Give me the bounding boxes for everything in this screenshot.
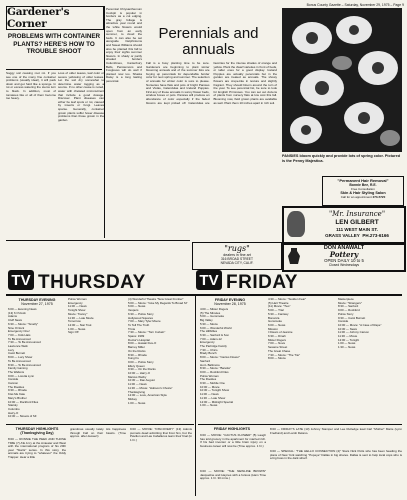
ad-phone: 273-5720 — [372, 195, 386, 199]
listing-line: 8:00 — Movie — [268, 357, 286, 361]
listing-line: I Dream of Jeannie — [268, 331, 293, 335]
listing-line: 6:00 — Wonderful World — [200, 326, 232, 330]
listing-line: Police Story — [338, 312, 354, 316]
listing-line: 6:00 — News — [128, 305, 146, 309]
thursday-listings — [8, 308, 66, 422]
listing-line: Sesame Street — [268, 346, 288, 350]
friday-date: November 28, 1975 — [214, 302, 246, 306]
listing-line: Brady Bunch — [200, 352, 217, 356]
listing-line: 7:00 — Adam-12 — [200, 337, 222, 341]
vase-icon — [287, 247, 301, 265]
listing-line: Thanksgiving — [128, 390, 146, 394]
thursday-evening-header: THURSDAY EVENING — [18, 298, 56, 302]
listing-line: 6:00 — Evening News — [8, 308, 37, 311]
listing-line: The Great Chase — [268, 349, 291, 353]
listing-line: 11:00 — News — [200, 393, 219, 397]
rugs-title: "rugs" — [224, 244, 250, 253]
friday-evening-header: FRIDAY EVENING — [214, 298, 246, 302]
listing-line: 4:30 — Movie: "Sudden Fear" — [268, 298, 307, 301]
listing-line: Mission — [268, 327, 278, 331]
listing-line: 7:30 — Movie: "The Trio" — [268, 353, 301, 357]
listing-line: 5:00 — Trial — [268, 309, 284, 313]
listing-line: 9:00 — Police Story — [128, 360, 154, 364]
listing-line: 6:30 — Dinah — [268, 335, 286, 339]
listing-line: Carol Burnett — [8, 352, 26, 356]
listing-line: Masterpiece — [338, 298, 354, 301]
listing-line: Police Woman — [68, 298, 87, 301]
listing-line: The Rookies — [200, 378, 217, 382]
listing-line: Hot L Baltimore — [200, 363, 220, 367]
rugs-line2: 316 BROAD STREET — [220, 257, 254, 261]
listing-line: 9:30 — Rhoda — [8, 389, 27, 393]
thursday-date: November 27, 1975 — [21, 302, 53, 306]
listing-line: 6:00 — News — [268, 323, 286, 327]
listing-line: 7:00 — Mary Tyler Moore — [128, 320, 161, 324]
listing-line: Bonanza — [268, 316, 280, 320]
tv-logo-left: TV — [8, 270, 34, 290]
listing-line: (13) 6 O'clock — [8, 311, 26, 315]
listing-line: Cannon — [8, 382, 19, 386]
listing-line: 11:30 — Late Movie — [68, 316, 94, 320]
listing-line: Emergency — [200, 341, 215, 345]
listing-line: 9:30 — Mobile One — [200, 382, 225, 386]
listing-line: Emergency One! — [8, 330, 30, 334]
listing-line: 7:00 — Nova — [268, 342, 285, 346]
listing-line: 12:00 — Midnight Special — [200, 400, 233, 404]
listing-line: 4:00 — Mister Rogers — [200, 308, 229, 311]
rugs-ad — [192, 242, 282, 270]
thursday-mid-listings — [128, 298, 192, 422]
insurance-address: 111 WEST MAIN ST. — [336, 227, 378, 232]
listing-line: 11:30 — Late Show — [200, 396, 226, 400]
listing-line: 10:00 — Movie: "A Case of Rape" — [338, 323, 382, 327]
listing-line: Nine O'clock — [8, 326, 25, 330]
listing-line: 8:30 — Movie: "Baretta" — [200, 367, 231, 371]
divider — [6, 69, 102, 70]
listing-line: Big Valley — [200, 319, 213, 323]
listing-line: 1:30 — News — [338, 346, 356, 350]
listing-line: Space: 1999 — [128, 335, 145, 339]
divider — [6, 240, 190, 241]
friday-highlight-text: 9:00 — MOVIE: "CACTUS FLOWER" (5) Laugh has told grocery in the apartment for married rich. If his bad inventor or a little brain injury on a business career will now be (Time approx. 1 hr.) — [200, 434, 266, 448]
listing-line: 6:30 — Movie: "Smelly" — [8, 322, 39, 326]
friday-highlight-text-3: 8:00 — FRIDAY'S LATE (13) Johnny Stamper and Lee Rutledge lead Carl "Mother" Marie (Lynn Fredlund) and Lamb Delano. — [270, 428, 402, 435]
ad-line4: Skin & Hair Styling Salon — [340, 191, 386, 195]
listing-line: Mary's Brother — [8, 396, 27, 400]
listing-line: 6:30 — Police Story — [128, 312, 154, 316]
listing-line: Doctor's Hospital — [128, 338, 150, 342]
listing-line: 11:00 — News — [68, 305, 87, 309]
listing-line: 10:30 — News — [338, 327, 357, 331]
friday-highlight-text-2: 9:00 — MOVIE: "THE NEWLINE BROWN" Jacqueline and Haynes with a furious (Ham Time approx. 1 hr. 30 mins.) — [200, 470, 266, 481]
column-rule — [104, 6, 105, 238]
listing-line: 8:30 — To Be Announced — [8, 363, 41, 367]
listing-line: The Waltons — [8, 370, 25, 374]
gardeners-corner-subhead: PROBLEMS WITH CONTAINER PLANTS? HERE'S HOW TO TROUBLE SHOOT — [7, 33, 101, 56]
listing-line: Ironside — [338, 320, 349, 324]
listing-line: 9:00 — Loretta Lynn — [8, 374, 35, 378]
pottery-closed: Closed Wednesdays — [328, 263, 360, 267]
listing-line: 1:00 — News — [338, 342, 356, 346]
listing-line: To Tell The Truth — [128, 323, 150, 327]
listing-line: Gunsmoke — [268, 320, 282, 324]
insurance-ad — [282, 206, 406, 245]
listing-line: Columbo — [8, 407, 20, 411]
thursday-highlight-text-2: grandmas usually lately. His happiness through Fall on their basics. (Time approx. after dessert) — [70, 428, 126, 439]
pansies-photo — [282, 8, 402, 152]
listing-line: Hollywood Squares — [128, 316, 153, 320]
listing-line: 11:00 — Johnny Carson — [338, 331, 369, 335]
listing-line: 6:30 — Sanford & Son — [200, 333, 229, 337]
listing-line: 1:00 — News — [128, 401, 146, 405]
listing-line: 8:30 — Rhoda — [128, 353, 147, 357]
gardeners-corner-body-left: Soggy soil causing root rot. If you see one of the many fine container problems (usually ideal), it will pack down and get hard like a sponge. In rot or excess watering the stems turn to black. In addition, most of tomatoes like or all of them become too heavy. — [6, 72, 56, 101]
photo-caption: PANSIES bloom quickly and provide lots of spring color. Pictured is the Penny Majestica. — [282, 154, 401, 163]
listing-line: Ellery Queen — [128, 364, 145, 368]
listing-line: 1:00 — News — [68, 327, 86, 331]
pottery-sub: Pottery — [329, 250, 359, 259]
listing-line: Lawrence Welk — [8, 345, 28, 349]
listing-line: The Partridge Family — [200, 345, 227, 349]
listing-line: Sign Off — [68, 331, 79, 335]
pottery-ad — [282, 242, 406, 272]
listing-line: Barney Miller — [128, 346, 145, 350]
listing-line: (5) Hart Theatre — [268, 301, 289, 305]
listing-line: 10:30 — Streets of SF — [8, 415, 37, 419]
listing-line: Mickey — [128, 397, 137, 401]
thursday-highlight-text-3: 9:00 — MOVIE: "DISCOVERY" (13) Adonis punnels dead admitting that frost him, but the Pavilion and Las Caballeros learn their final (in 1 hr.) — [130, 428, 192, 442]
listing-line: Kung Fu — [128, 357, 139, 361]
listing-line: Movie: "Strangers" — [338, 301, 362, 305]
listing-line: Trivia — [128, 327, 135, 331]
insurance-title: "Mr. Insurance" — [328, 210, 386, 218]
listing-line: 7:00 — Kids Hats — [8, 333, 31, 337]
listing-line: On the Rocks — [128, 349, 146, 353]
listing-line: 8:00 — Movie: "Cactus Flower" — [200, 356, 240, 360]
thursday-heading: THURSDAY — [38, 272, 146, 293]
gardeners-corner-title: Gardener's Corner — [6, 6, 104, 30]
listing-line: Vespers — [128, 309, 139, 313]
listing-line: 5:00 — Gunsmoke — [200, 315, 225, 319]
listing-line: Cluff News — [8, 319, 22, 323]
hair-removal-ad — [322, 176, 404, 206]
listing-line: To Be Announced — [8, 337, 31, 341]
listing-line: 8:30 — Sanford — [338, 305, 359, 309]
listing-line: (11) Movie: "Two" — [268, 305, 291, 309]
ad-line3: Free Consultation — [351, 187, 375, 191]
insurance-city: GRASS VALLEY — [325, 233, 360, 238]
listing-line: 7:30 — Movie: "Torn Curtain" — [128, 331, 166, 335]
rugs-line3: NEVADA CITY, CALIF. — [220, 261, 254, 265]
masthead: Bonus County Gazette – Saturday, November 29, 1975 – Page 9 — [306, 3, 404, 7]
listing-line: (5) The Minutes — [200, 311, 221, 315]
friday-far-right-listings — [338, 298, 402, 422]
perennials-body: Fall is a busy planting time to be sure. Gardeners are beginning to plant winter blooming annuals and of the summer lists are buying up perennials for dependable border color for next spring and summer. The selection of annuals for winter color is sure to please. Nurseries have flats and pots of bright Pansies and Violas, Calendulas and Iceland Poppies. First any of these annuals in sunny flower beds, window boxes or pots. Pansies will produce an abundance of color especially if the faded blooms are kept picked off. Calendulas are favorites for the intense shades of orange and yellow. Plant the dwarf varieties in front of beds, or taller ones for a good display. Iceland Poppies are actually perennials but in the garden are treated as annuals. The showy flowers are crepe-like in texture and slightly fragrant. They should bloom around the turn of the year. To see perennial list, be sure to look for English Primroses. You can set out dozens of plants from nursery flats at low cost this fall. Blooming now, field grown plants are available as well. Plant them 10 inches apart in rich soil. — [146, 62, 277, 105]
listing-line: Starsky — [8, 404, 18, 408]
listing-line: Tomorrow — [68, 320, 81, 324]
listing-line: 12:00 — Tonight — [338, 338, 359, 342]
listing-line: 9:30 — On the Rocks — [128, 368, 156, 372]
listing-line: The Rookies — [8, 385, 25, 389]
listing-line: Movie: "Fanny" — [68, 312, 88, 316]
friday-highlight-text-4: 9:00 — SPECIAL: "THE HELLO CONNECTION (4)" Stars Nick Potts who has been heading the plans of New York watching "Popeye" Dallas in big shares. Dallas is sent to help local cops who is a big boss in the dark wharf. — [270, 450, 402, 461]
ad-line2: Bonnie Bee, R.E. — [349, 183, 377, 187]
thursday-highlights-title: THURSDAY HIGHLIGHTS (Thanksgiving Day) — [15, 427, 59, 435]
listing-line: 5:00 — Movie: "Give My Regards To Broad St" — [128, 301, 188, 305]
friday-highlights-title: FRIDAY HIGHLIGHTS — [213, 427, 251, 431]
listing-line: 9:00 — Rockford — [338, 309, 360, 313]
rugs-line1: dealers in fine art — [223, 253, 251, 257]
divider — [6, 294, 402, 296]
listing-line: Marcus Welby — [128, 375, 147, 379]
listing-line: 5:30 — Movie — [200, 322, 218, 326]
listing-line: 12:00 — Love, American Style — [128, 394, 167, 398]
column-rule — [195, 296, 196, 496]
listing-line: Police Woman — [200, 374, 219, 378]
listing-line: (4) Wonderful Theatre "New Great Frontier" — [128, 298, 184, 301]
portrait-image — [287, 211, 305, 237]
listing-line: 9:30 — Carol Burnett — [338, 316, 366, 320]
listing-line: 7:30 — Chico — [200, 348, 218, 352]
listing-line: Family Gaming — [8, 367, 28, 371]
listing-line: Kiss Me Kate — [8, 393, 26, 397]
listing-line: Lucy — [8, 348, 15, 352]
pottery-hours: OPEN DAILY 10 to 5 — [324, 258, 364, 263]
thursday-highlight-text: 8:00 — RONNIE THE PEEK AND THOSE TIME (7) A'E A try at the Anteater and West with the international program of his 20th year "Starts" series. In this story, the animals are trying to "whatever" the Oddy Trapper. Hear a little — [8, 438, 66, 459]
gardeners-corner-body-continued: Perennial Chrysanthemum Cockpit is popular in borders as a cut edging. The gray foliage is attractive year round and the white flowers would open from an early summer, to cloud the beds. It can also be set alongside Delphiniums and Sweet Williams should also be planted this fall to enjoy their sights summer flowers. In shady or partly shaded borders Columbines, Canterbury Bells, Penstemons and Foxgloves will do well if planted now too. Shasta Daisy is a long lasting perennial. — [106, 8, 142, 83]
listing-line: 10:30 — Dan August — [128, 379, 155, 383]
divider — [198, 424, 402, 425]
listing-line: 8:00 — Hawaii Five-O — [128, 342, 157, 346]
listing-line: Mister Rogers — [268, 338, 286, 342]
listing-line: Adams — [8, 315, 17, 319]
insurance-name: LEN GILBERT — [335, 219, 379, 226]
listing-line: 10:30 — Tonight Show — [200, 389, 230, 393]
listing-line: The Hillbillies — [200, 330, 218, 334]
insurance-phone: PH.273-6166 — [362, 233, 389, 238]
listing-line: Sanford — [200, 359, 211, 363]
listing-line: 10:00 — Movie — [200, 385, 220, 389]
pottery-title: DON ANAWALT — [323, 245, 365, 251]
gardeners-corner-body-right: Loss of older leaves, leaf color or severe yellowing of older leaves. Let the soil dry somewhat to determine water logging as a source. If no other cause is noted, water with chelated micronutrient that include a good dosage. Discover. Plant diseases can either be leaf spots or rot, caused by insects or fungi. Leaves sparse. Generally, container grown plants suffer fewer disease problems than those grown in the garden. — [58, 72, 104, 122]
listing-line: 12:00 — Star Trek — [68, 323, 92, 327]
listing-line: 10:00 — Harry-O — [128, 372, 151, 376]
listing-line: 11:00 — News — [128, 383, 147, 387]
listing-line: Ironside — [8, 378, 19, 382]
listing-line: Harry-O — [8, 411, 19, 415]
listing-line: 11:30 — Movie: "Hobson's Choice" — [128, 386, 173, 390]
listing-line: 1:00 — News — [200, 404, 218, 408]
tv-logo-right: TV — [196, 270, 222, 290]
listing-line: Tonight Show — [68, 309, 86, 313]
thursday-listings-2 — [68, 298, 126, 422]
listing-line: 11:30 — Movie — [338, 335, 358, 339]
listing-line: 7:30 — To Be Announced — [8, 341, 41, 345]
ad-line1: "Permanent Hair Removal" — [337, 178, 389, 183]
divider — [6, 424, 194, 425]
pansies-image — [282, 8, 402, 152]
friday-right-listings — [268, 298, 334, 422]
friday-listings — [200, 308, 264, 422]
perennials-title: Perennials and annuals — [158, 25, 259, 58]
listing-line: 8:00 — Lucy Show — [8, 356, 33, 360]
listing-line: 5:30 — Fantasy — [268, 312, 289, 316]
ad-line5: Call for an appointment — [340, 195, 372, 199]
listing-line: To Be Announced — [8, 359, 31, 363]
friday-heading: FRIDAY — [226, 272, 298, 293]
listing-line: 9:00 — Rockford Files — [200, 370, 229, 374]
listing-line: Emergency — [68, 301, 83, 305]
listing-line: 10:00 — Rockford Files — [8, 400, 39, 404]
